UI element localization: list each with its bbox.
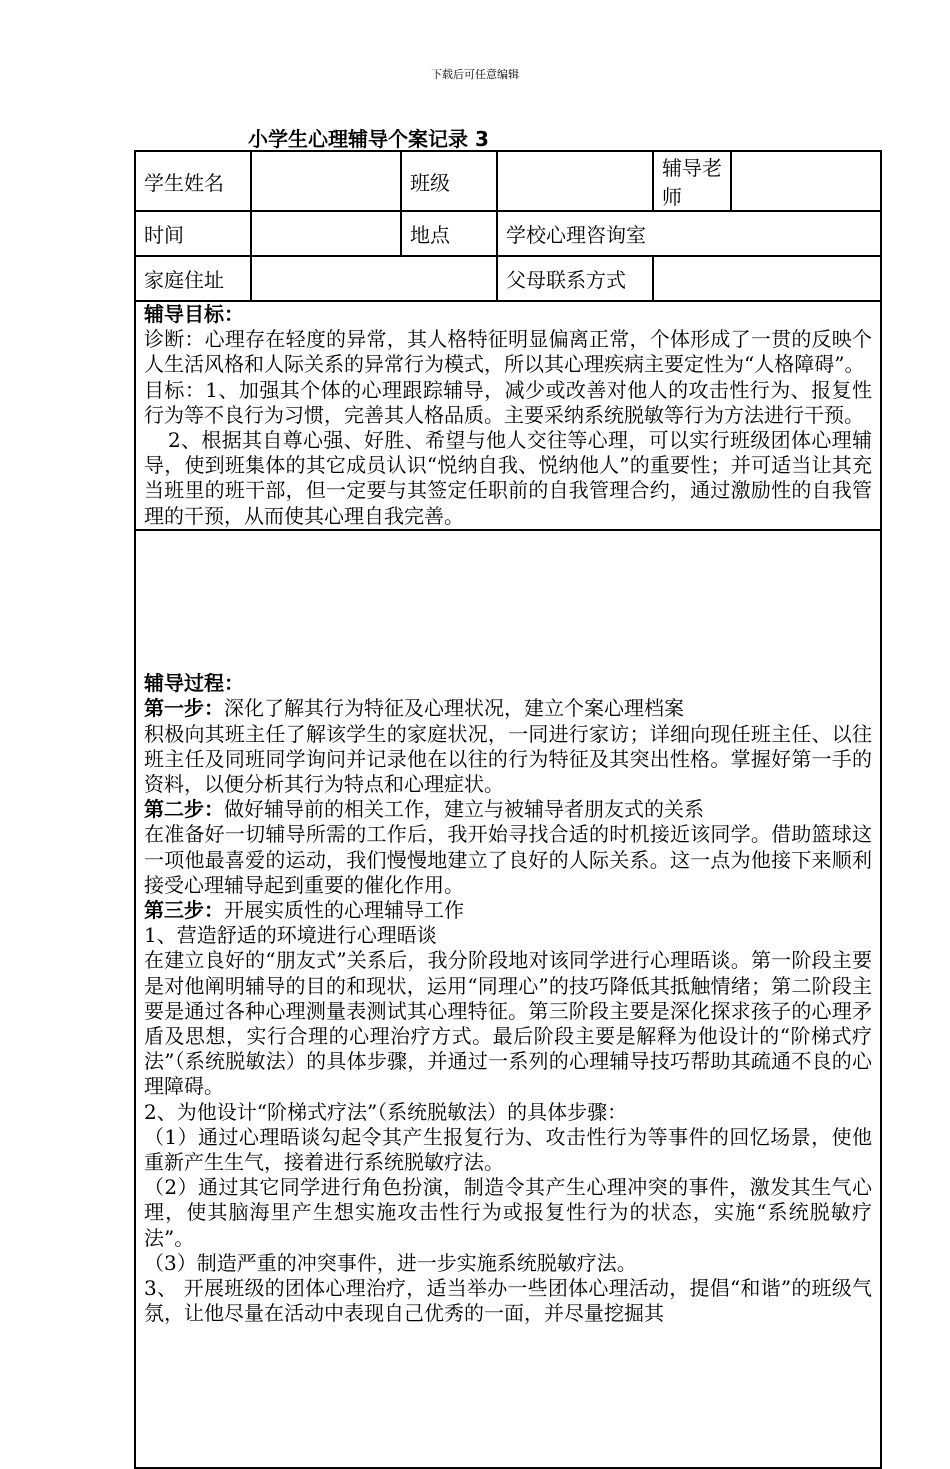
step3-heading	[144, 898, 872, 923]
item1-title: 1、营造舒适的环境进行心理晤谈	[144, 923, 437, 948]
item2-title: 2、为他设计“阶梯式疗法”（系统脱敏法）的具体步骤：	[144, 1099, 628, 1124]
goals-cell	[135, 301, 881, 530]
class-label: 班级	[401, 151, 497, 211]
step1-label: 第一步：	[144, 696, 224, 721]
step1-heading	[144, 696, 872, 721]
item2-sub3: （3）制造严重的冲突事件，进一步实施系统脱敏疗法。	[144, 1250, 637, 1275]
goals-target-2: 2、根据其自尊心强、好胜、希望与他人交往等心理，可以实行班级团体心理辅导，使到班集体的其它成员认识“悦纳自我、悦纳他人”的重要性；并可适当让其充当班里的班干部，但一定要与其签定任职前的自我管理合约，通过激励性的自我管理的干预，从而使其心理自我完善。	[144, 428, 872, 528]
info-row-address	[135, 256, 881, 301]
teacher-value	[731, 151, 881, 211]
step3-title: 开展实质性的心理辅导工作	[224, 898, 464, 923]
time-value	[251, 211, 401, 256]
process-row	[135, 530, 881, 1468]
parent-contact-value	[653, 256, 881, 301]
process-heading: 辅导过程：	[144, 671, 244, 696]
record-table	[134, 150, 882, 1469]
step2-text: 在准备好一切辅导所需的工作后，我开始寻找合适的时机接近该同学。借助篮球这一项他最喜爱的运动，我们慢慢地建立了良好的人际关系。这一点为他接下来顺利接受心理辅导起到重要的催化作用。	[144, 822, 872, 897]
document-title: 小学生心理辅导个案记录 3	[248, 127, 489, 151]
time-label: 时间	[135, 211, 251, 256]
goals-target-1: 目标：1、加强其个体的心理跟踪辅导，减少或改善对他人的攻击性行为、报复性行为等不良行为习惯，完善其人格品质。主要采纳系统脱敏等行为方法进行干预。	[144, 377, 872, 427]
item2-sub2: （2）通过其它同学进行角色扮演，制造令其产生心理冲突的事件，激发其生气心理，使其脑海里产生想实施攻击性行为或报复性行为的状态，实施“系统脱敏疗法”。	[144, 1175, 872, 1250]
goals-row	[135, 301, 881, 530]
teacher-label: 辅导老师	[653, 151, 731, 211]
item1-text: 在建立良好的“朋友式”关系后，我分阶段地对该同学进行心理晤谈。第一阶段主要是对他阐明辅导的目的和现状，运用“同理心”的技巧降低其抵触情绪；第二阶段主要是通过各种心理测量表测试其心理特征。第三阶段主要是深化探求孩子的心理矛盾及思想，实行合理的心理治疗方式。最后阶段主要是解释为他设计的“阶梯式疗法”（系统脱敏法）的具体步骤，并通过一系列的心理辅导技巧帮助其疏通不良的心理障碍。	[144, 948, 872, 1099]
item2-sub1: （1）通过心理晤谈勾起令其产生报复行为、攻击性行为等事件的回忆场景，使他重新产生生气，接着进行系统脱敏疗法。	[144, 1124, 872, 1175]
header-note: 下载后可任意编辑	[431, 68, 519, 81]
place-label: 地点	[401, 211, 497, 256]
step2-title: 做好辅导前的相关工作，建立与被辅导者朋友式的关系	[224, 797, 704, 822]
goals-heading: 辅导目标：	[144, 302, 244, 326]
goals-diagnosis: 诊断：心理存在轻度的异常，其人格特征明显偏离正常，个体形成了一贯的反映个人生活风格和人际关系的异常行为模式，所以其心理疾病主要定性为“人格障碍”。	[144, 327, 872, 377]
step1-title: 深化了解其行为特征及心理状况，建立个案心理档案	[224, 696, 684, 721]
parent-contact-label: 父母联系方式	[497, 256, 653, 301]
step2-label: 第二步：	[144, 797, 224, 822]
student-name-label: 学生姓名	[135, 151, 251, 211]
process-cell	[135, 530, 881, 1468]
step2-heading	[144, 797, 872, 822]
item3-text: 3、 开展班级的团体心理治疗，适当举办一些团体心理活动，提倡“和谐”的班级气氛，让他尽量在活动中表现自己优秀的一面，并尽量挖掘其	[144, 1276, 872, 1326]
place-value: 学校心理咨询室	[497, 211, 881, 256]
step3-label: 第三步：	[144, 898, 224, 923]
student-name-value	[251, 151, 401, 211]
info-row-student	[135, 151, 881, 211]
address-value	[251, 256, 497, 301]
class-value	[497, 151, 653, 211]
step1-text: 积极向其班主任了解该学生的家庭状况，一同进行家访；详细向现任班主任、以往班主任及同班同学询问并记录他在以往的行为特征及其突出性格。掌握好第一手的资料，以便分析其行为特点和心理症状。	[144, 721, 872, 796]
info-row-time	[135, 211, 881, 256]
address-label: 家庭住址	[135, 256, 251, 301]
